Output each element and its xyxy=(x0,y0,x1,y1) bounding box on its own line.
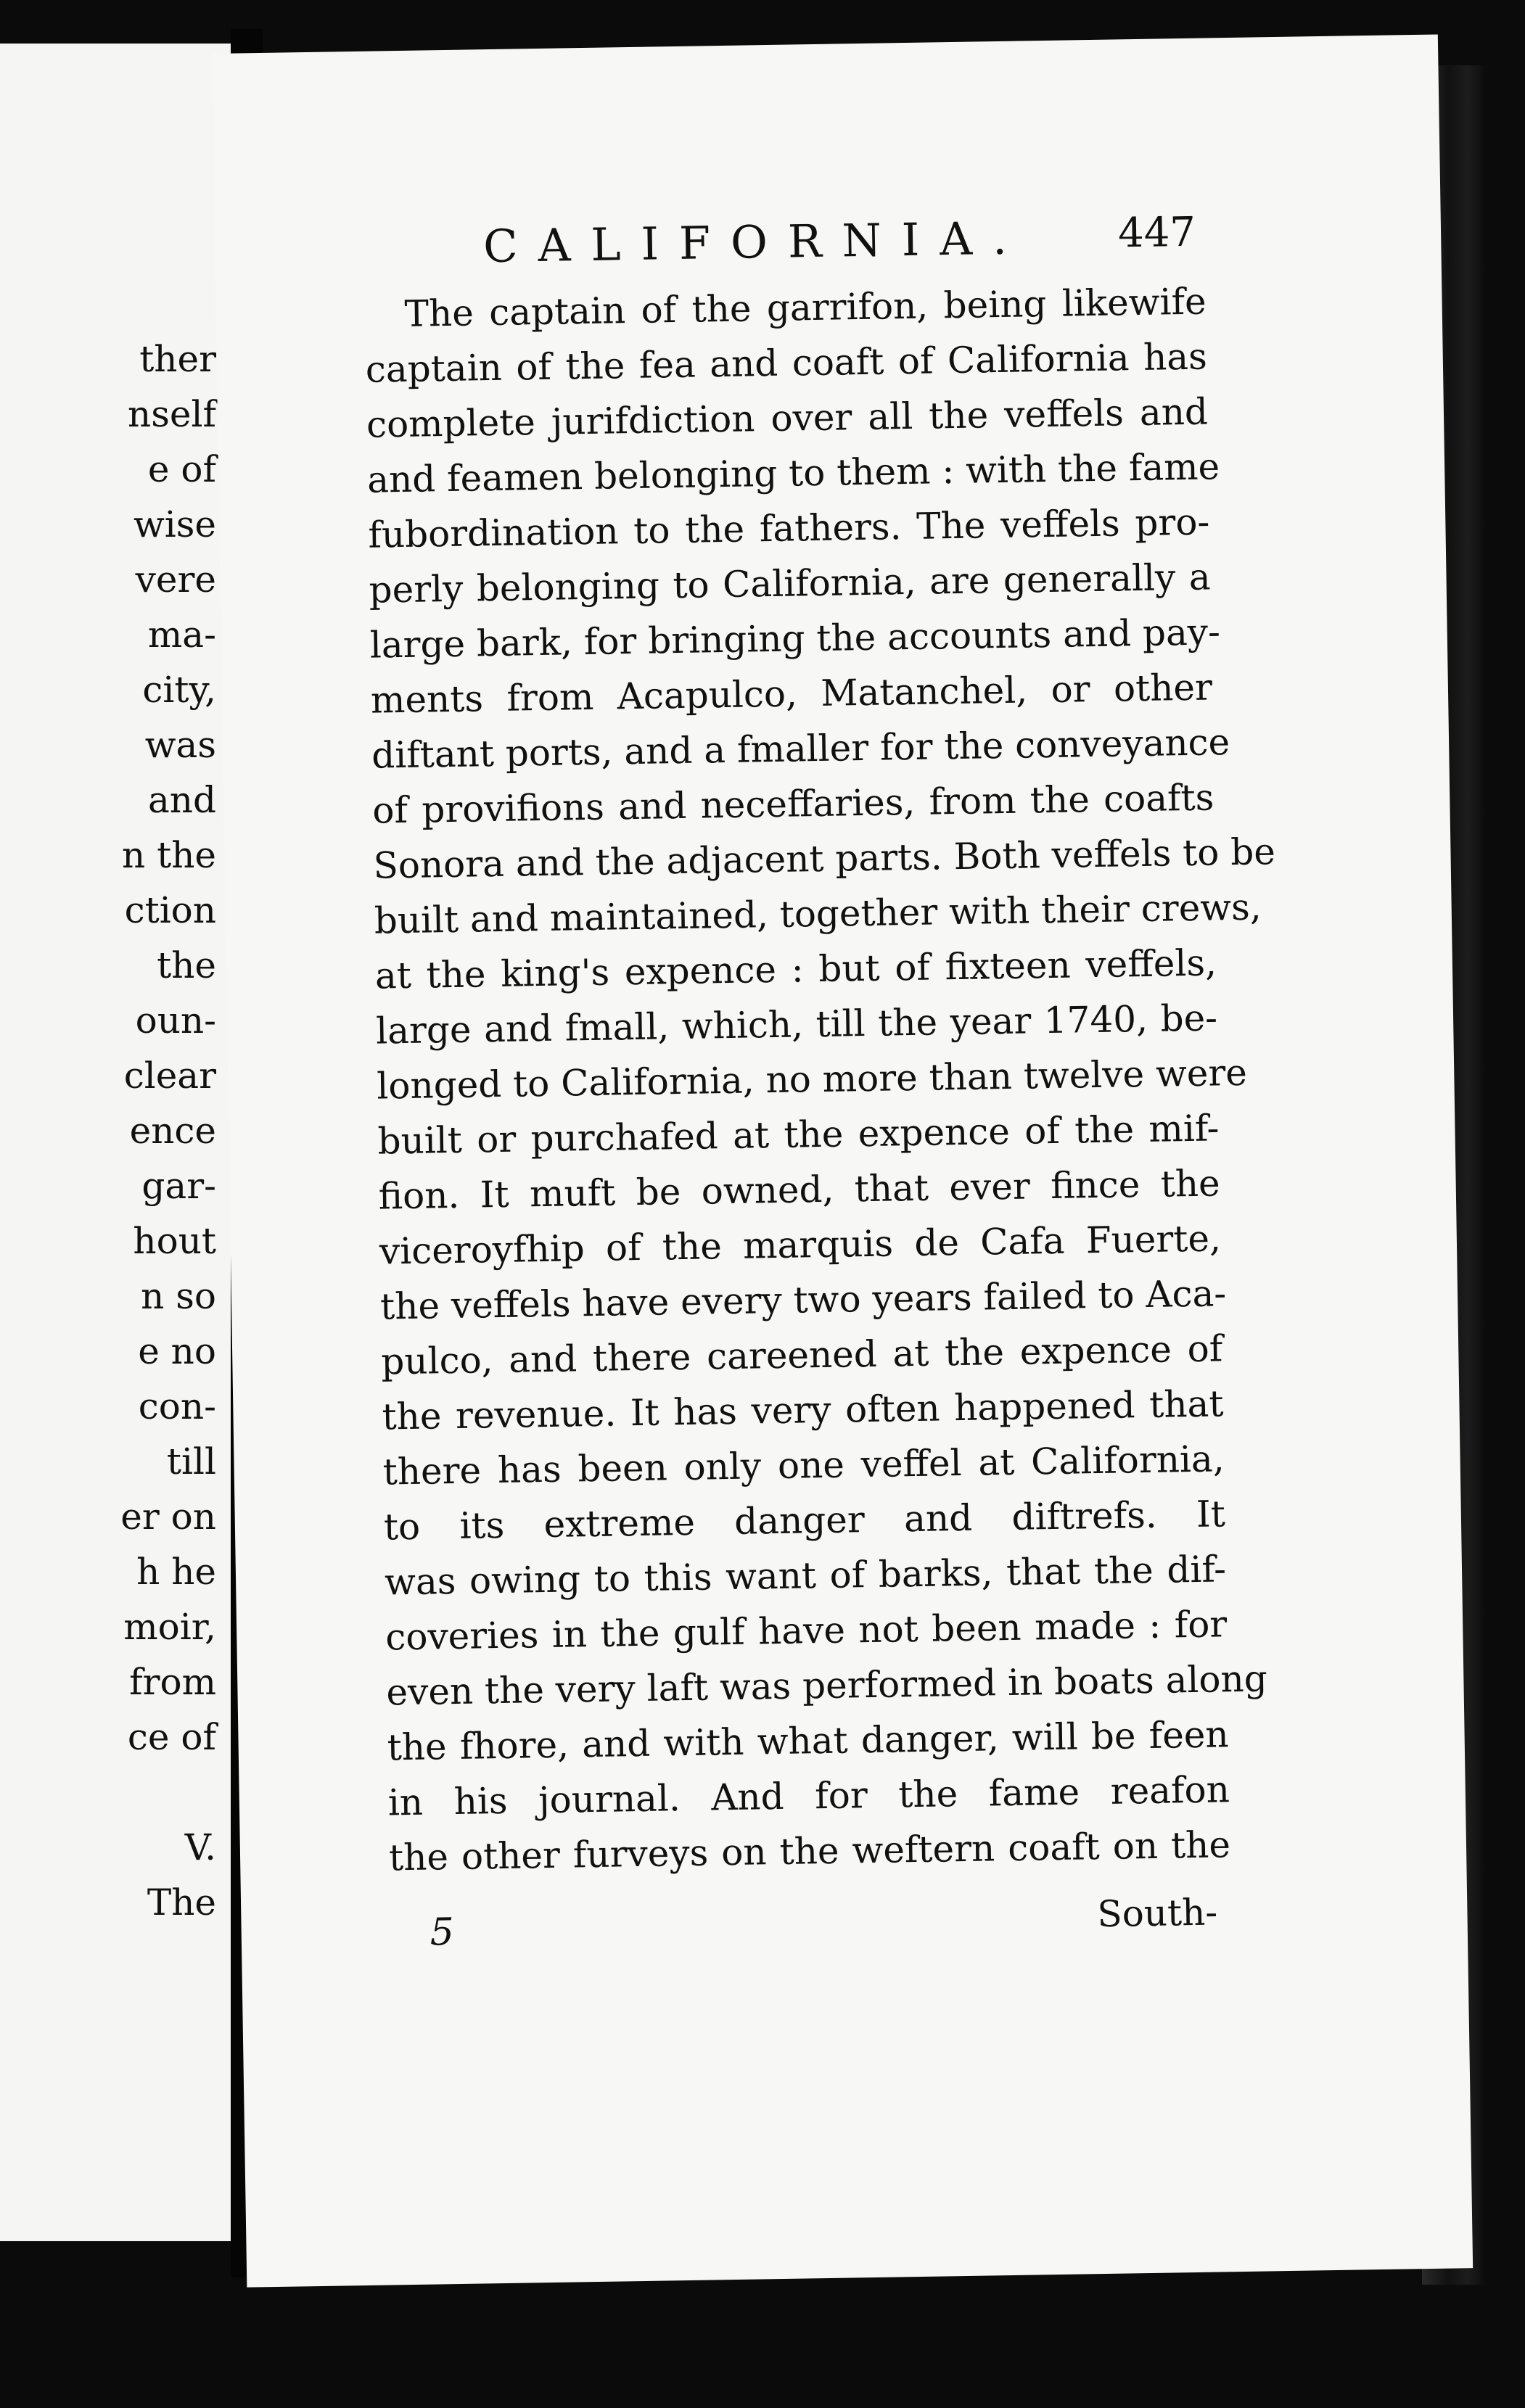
facing-page-line: gar- xyxy=(141,1165,216,1207)
running-header: CALIFORNIA. xyxy=(482,211,1028,273)
facing-page-line: e of xyxy=(147,448,216,490)
facing-page-line: was xyxy=(144,724,216,766)
facing-page-line: vere xyxy=(135,558,216,601)
text-line: was owing to this want of barks, that the dif- xyxy=(384,1548,1227,1604)
text-line: pulco, and there careened at the expence of xyxy=(380,1327,1223,1383)
facing-page-line: ce of xyxy=(127,1716,216,1758)
text-line: in his journal. And for the fame reafon xyxy=(387,1768,1230,1824)
text-line: built or purchafed at the expence of the mif- xyxy=(377,1107,1220,1163)
text-line: to its extreme danger and diftrefs. It xyxy=(383,1493,1226,1549)
text-line: perly belonging to California, are generally a xyxy=(369,556,1211,611)
facing-page-line: ther xyxy=(139,338,216,380)
catchword: South- xyxy=(1096,1891,1218,1936)
text-line: the fhore, and with what danger, will be feen xyxy=(387,1713,1230,1769)
text-line: diftant ports, and a fmaller for the conveyance xyxy=(371,721,1230,777)
text-line: complete jurifdiction over all the veffels and xyxy=(366,390,1209,446)
facing-page-line: n the xyxy=(122,834,216,876)
facing-page-line: er on xyxy=(120,1496,216,1538)
facing-page-line: The xyxy=(147,1881,216,1923)
facing-page-line: nself xyxy=(128,393,216,435)
text-line: the veffels have every two years failed to Aca- xyxy=(379,1272,1227,1328)
text-line: Sonora and the adjacent parts. Both veffels to be xyxy=(373,830,1276,887)
facing-page-line: wise xyxy=(133,503,216,545)
text-line: and feamen belonging to them : with the fame xyxy=(366,445,1220,501)
facing-page-line: ma- xyxy=(147,614,216,656)
text-line: fion. It muft be owned, that ever fince the xyxy=(378,1162,1221,1218)
facing-page-line: V. xyxy=(184,1826,216,1868)
facing-page-line: city, xyxy=(142,669,216,711)
facing-page-line: and xyxy=(147,779,216,821)
facing-page-line: the xyxy=(157,944,216,986)
facing-page-line: e no xyxy=(138,1330,216,1372)
facing-page-line: con- xyxy=(138,1385,216,1427)
text-line: viceroyfhip of the marquis de Cafa Fuerte, xyxy=(379,1217,1222,1273)
facing-page-line: n so xyxy=(141,1275,216,1317)
text-line: ments from Acapulco, Matanchel, or other xyxy=(370,666,1213,722)
text-line: there has been only one veffel at California, xyxy=(382,1438,1225,1493)
text-line: fubordination to the fathers. The veffels pro- xyxy=(367,500,1210,556)
text-line: captain of the fea and coaft of California has xyxy=(365,335,1208,391)
text-line: the revenue. It has very often happened that xyxy=(382,1382,1224,1438)
facing-page-line: oun- xyxy=(135,999,216,1042)
facing-page-line: till xyxy=(166,1440,216,1483)
facing-page xyxy=(0,44,235,2241)
text-line: large bark, for bringing the accounts and pay- xyxy=(369,611,1221,667)
page-number: 447 xyxy=(1117,208,1196,257)
text-line: longed to California, no more than twelve were xyxy=(376,1051,1248,1108)
book-page xyxy=(212,34,1473,2287)
text-line: even the very laft was performed in boats along xyxy=(386,1657,1268,1714)
facing-page-line: ence xyxy=(129,1110,216,1152)
text-line: built and maintained, together with their crews, xyxy=(374,886,1262,942)
text-line: large and fmall, which, till the year 1740, be- xyxy=(375,997,1218,1052)
facing-page-line: clear xyxy=(123,1055,216,1097)
text-line: coveries in the gulf have not been made : for xyxy=(385,1603,1228,1659)
facing-page-line: ction xyxy=(124,889,216,931)
text-line: of provifions and neceffaries, from the coafts xyxy=(371,776,1214,832)
text-line: at the king's expence : but of fixteen veffels, xyxy=(374,941,1217,997)
signature-mark: 5 xyxy=(429,1910,455,1955)
facing-page-line: from xyxy=(129,1661,216,1703)
facing-page-line: moir, xyxy=(123,1606,216,1648)
body-text xyxy=(364,274,1276,1886)
text-line: the other furveys on the weftern coaft on the xyxy=(388,1823,1231,1879)
text-line: The captain of the garrifon, being likewife xyxy=(404,280,1207,335)
facing-page-line: h he xyxy=(136,1551,216,1593)
facing-page-line: hout xyxy=(133,1220,216,1262)
